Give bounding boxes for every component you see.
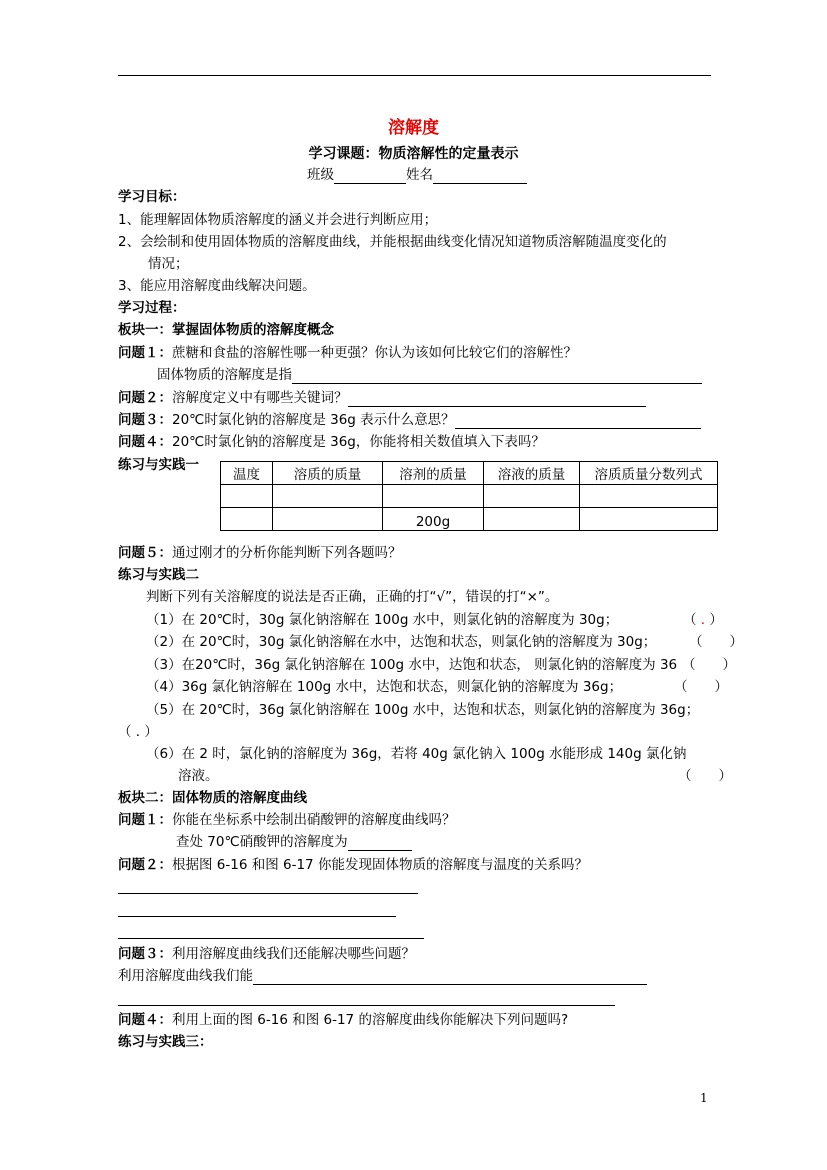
- s1-question-1: [118, 344, 577, 362]
- section1-heading: 板块一：掌握固体物质的溶解度概念: [118, 322, 334, 338]
- s2-question-2: [118, 856, 588, 874]
- judge-item-6: （6）在 2 时，氯化钠的溶解度为 36g，若将 40g 氯化钠入 100g 水能形成 140g 氯化钠: [146, 746, 687, 762]
- judge-item-6-cont: 溶液。: [178, 768, 219, 784]
- judge-item-5: （5）在 20℃时，36g 氯化钠溶解在 100g 水中，达饱和状态，则氯化钠的溶解度为 36g；: [146, 702, 700, 718]
- table-cell[interactable]: [273, 485, 383, 508]
- question-label: 问题４：: [118, 1012, 172, 1028]
- header-cell: 溶质的质量: [273, 462, 383, 485]
- question-text: 通过刚才的分析你能判断下列各题吗？: [172, 545, 402, 561]
- header-cell: 溶剂的质量: [383, 462, 484, 485]
- practice3-label: 练习与实践三：: [118, 1034, 213, 1050]
- judge-item-2: （2）在 20℃时，30g 氯化钠溶解在水中，达饱和状态，则氯化钠的溶解度为 30g；: [146, 634, 657, 650]
- table-cell[interactable]: [273, 508, 383, 531]
- header-rule: [118, 75, 711, 76]
- s1-question-5: [118, 544, 402, 562]
- question-label: 问题３：: [118, 946, 172, 962]
- answer-blank[interactable]: [348, 836, 412, 851]
- answer-blank[interactable]: [455, 414, 701, 429]
- objective-item: 3、能应用溶解度曲线解决问题。: [118, 278, 316, 294]
- objective-item: 2、会绘制和使用固体物质的溶解度曲线，并能根据曲线变化情况知道物质溶解随温度变化的: [118, 234, 667, 250]
- table-cell[interactable]: [580, 508, 718, 531]
- question-label: 问题５：: [118, 545, 172, 561]
- table-cell[interactable]: [484, 508, 580, 531]
- table-cell[interactable]: [221, 508, 273, 531]
- table-cell[interactable]: [484, 485, 580, 508]
- answer-line[interactable]: [118, 1005, 615, 1006]
- question-text: 根据图 6-16 和图 6-17 你能发现固体物质的溶解度与温度的关系吗？: [172, 857, 588, 873]
- table-cell[interactable]: [580, 485, 718, 508]
- table-cell[interactable]: 200g: [383, 508, 484, 531]
- s2-question-1: [118, 811, 456, 829]
- header-cell: 溶质质量分数列式: [580, 462, 718, 485]
- question-text: 蔗糖和食盐的溶解性哪一种更强？你认为该如何比较它们的溶解性？: [172, 345, 577, 361]
- answer-line[interactable]: [118, 938, 424, 939]
- judge-intro: 判断下列有关溶解度的说法是否正确，正确的打“√”，错误的打“×”。: [146, 589, 559, 605]
- page-title: 溶解度: [388, 118, 439, 138]
- header-cell: 溶液的质量: [484, 462, 580, 485]
- question-label: 问题４：: [118, 434, 172, 450]
- s1-question-3: [118, 411, 701, 429]
- answer-line[interactable]: [118, 893, 418, 894]
- answer-blank[interactable]: [253, 970, 647, 985]
- answer-paren[interactable]: （ ）: [678, 768, 732, 784]
- table-row: [221, 485, 718, 508]
- question-label: 问题１：: [118, 345, 172, 361]
- answer-paren[interactable]: （ . ）: [683, 612, 723, 628]
- class-name-line: [307, 166, 527, 184]
- practice1-label: 练习与实践一: [118, 457, 199, 473]
- s2-q1-sub: [176, 833, 412, 851]
- answer-paren[interactable]: （ ）: [682, 657, 736, 673]
- s1-question-4: [118, 433, 545, 451]
- section2-heading: 板块二：固体物质的溶解度曲线: [118, 790, 307, 806]
- name-blank[interactable]: [433, 169, 527, 184]
- question-label: 问题１：: [118, 812, 172, 828]
- question-text: 你能在坐标系中绘制出硝酸钾的溶解度曲线吗？: [172, 812, 456, 828]
- question-label: 问题２：: [118, 857, 172, 873]
- objective-item: 1、能理解固体物质溶解度的涵义并会进行判断应用；: [118, 212, 438, 228]
- objectives-heading: 学习目标：: [118, 189, 186, 205]
- process-heading: 学习过程：: [118, 300, 186, 316]
- class-blank[interactable]: [334, 169, 406, 184]
- header-cell: 温度: [221, 462, 273, 485]
- question-text: 20℃时氯化钠的溶解度是 36g 表示什么意思？: [172, 412, 455, 428]
- answer-line[interactable]: [118, 916, 396, 917]
- s2-question-4: [118, 1011, 568, 1029]
- sub-text: 利用溶解度曲线我们能: [118, 968, 253, 984]
- answer-blank[interactable]: [348, 392, 646, 407]
- question-text: 20℃时氯化钠的溶解度是 36g，你能将相关数值填入下表吗？: [172, 434, 545, 450]
- table-cell[interactable]: [383, 485, 484, 508]
- table-row: [221, 508, 718, 531]
- judge-item-3: （3）在20℃时，36g 氯化钠溶解在 100g 水中，达饱和状态， 则氯化钠的溶解度为 36: [146, 657, 678, 673]
- class-label: 班级: [307, 167, 334, 183]
- data-table: [220, 461, 718, 531]
- name-label: 姓名: [406, 167, 433, 183]
- s2-question-3: [118, 945, 415, 963]
- judge-item-4: （4）36g 氯化钠溶解在 100g 水中，达饱和状态，则氯化钠的溶解度为 36g；: [146, 679, 623, 695]
- answer-paren[interactable]: （ ）: [689, 634, 743, 650]
- subtitle: 学习课题：物质溶解性的定量表示: [308, 146, 519, 162]
- red-dot: .: [700, 612, 706, 628]
- practice2-label: 练习与实践二: [118, 567, 199, 583]
- objective-item: 情况；: [148, 256, 189, 272]
- table-cell[interactable]: [221, 485, 273, 508]
- s1-q1-sub: [157, 366, 702, 384]
- question-label: 问题２：: [118, 390, 172, 406]
- question-label: 问题３：: [118, 412, 172, 428]
- sub-text: 固体物质的溶解度是指: [157, 367, 292, 383]
- answer-paren[interactable]: （ ）: [674, 679, 728, 695]
- answer-blank[interactable]: [292, 369, 702, 384]
- judge-item-1: （1）在 20℃时，30g 氯化钠溶解在 100g 水中，则氯化钠的溶解度为 30g；: [146, 612, 619, 628]
- page-number: 1: [700, 1091, 708, 1105]
- sub-text: 查处 70℃硝酸钾的溶解度为: [176, 834, 348, 850]
- s1-question-2: [118, 389, 646, 407]
- question-text: 溶解度定义中有哪些关键词？: [172, 390, 348, 406]
- table-header-row: [221, 462, 718, 485]
- answer-paren[interactable]: （ . ）: [118, 724, 158, 740]
- question-text: 利用上面的图 6-16 和图 6-17 的溶解度曲线你能解决下列问题吗?: [172, 1012, 569, 1028]
- question-text: 利用溶解度曲线我们还能解决哪些问题？: [172, 946, 415, 962]
- s2-q3-sub: [118, 967, 647, 985]
